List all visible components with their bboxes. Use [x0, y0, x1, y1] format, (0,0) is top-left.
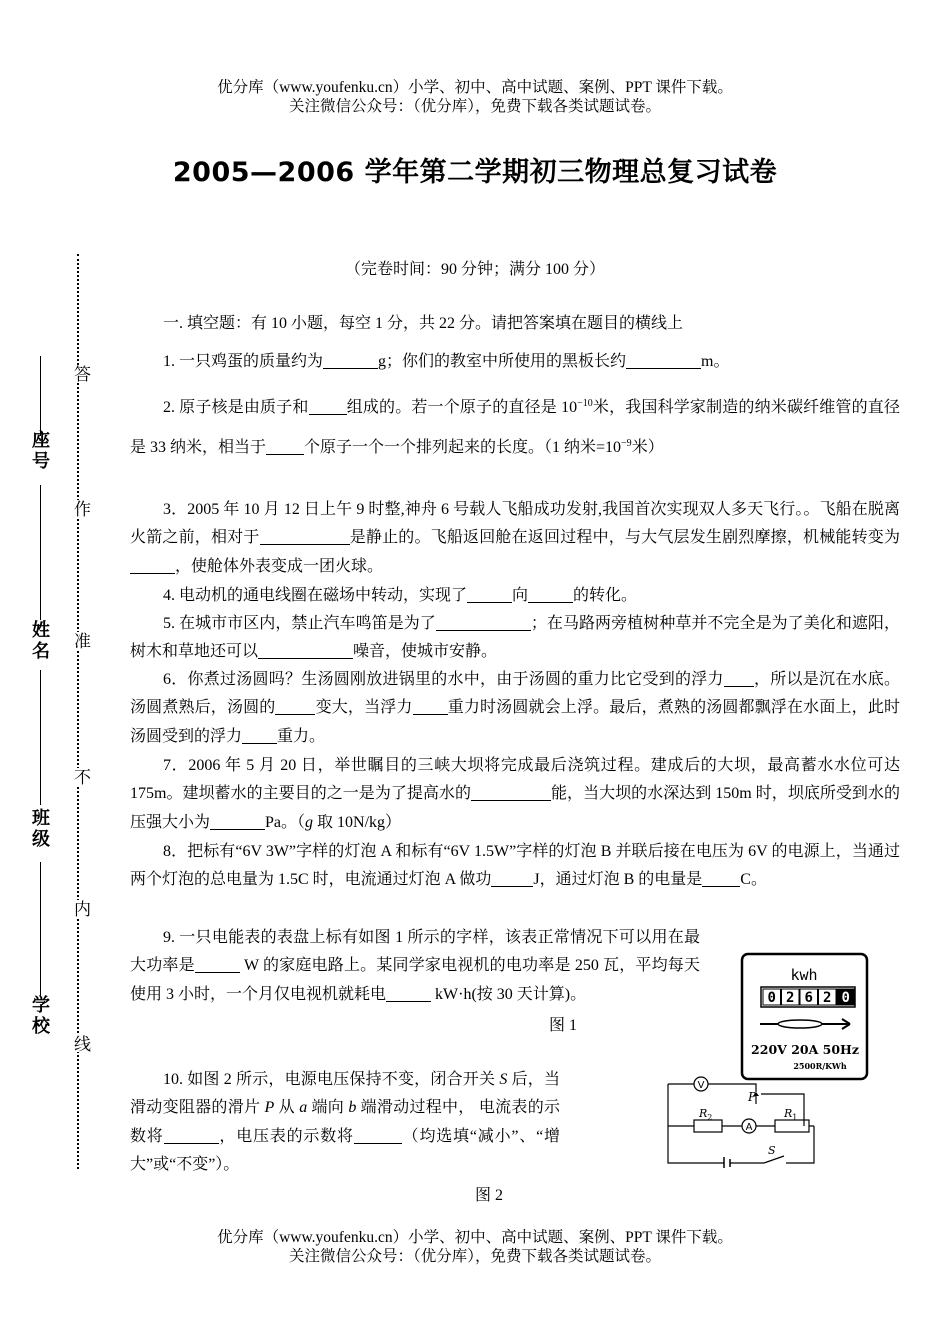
q8-text-c: C。	[740, 871, 767, 889]
switch-lever	[764, 1156, 784, 1163]
q10-text-e: 端滑动过程中， 电流表的示数将	[130, 1099, 560, 1145]
q2-blank-1[interactable]	[309, 396, 347, 415]
circuit-outer-wire	[668, 1084, 814, 1163]
question-8	[130, 838, 900, 895]
class-label: 班级	[29, 808, 50, 850]
school-fill-line	[40, 862, 41, 997]
margin-mark-4: 不	[68, 768, 93, 785]
q10-end-b: b	[348, 1099, 357, 1117]
question-4	[130, 582, 900, 610]
q6-text-a: 6．你煮过汤圆吗？生汤圆刚放进锅里的水中，由于汤圆的重力比它受到的浮力	[163, 671, 724, 688]
q2-blank-2[interactable]	[266, 436, 304, 455]
meter-digit: 2	[823, 990, 832, 1006]
q4-blank-1[interactable]	[467, 584, 512, 603]
q1-blank-1[interactable]	[323, 350, 378, 369]
q9-blank-2[interactable]	[386, 983, 431, 1002]
margin-mark-6: 线	[68, 1035, 93, 1052]
q4-text-c: 的转化。	[573, 587, 638, 604]
q5-text-a: 5. 在城市市区内，禁止汽车鸣笛是为了	[163, 615, 436, 632]
q10-blank-1[interactable]	[164, 1125, 219, 1144]
q1-blank-2[interactable]	[626, 350, 701, 369]
q4-text-a: 4. 电动机的通电线圈在磁场中转动，实现了	[163, 587, 468, 604]
meter-digit: 6	[804, 990, 813, 1006]
ammeter-label: A	[745, 1122, 753, 1133]
class-fill-line	[40, 670, 41, 805]
q7-text-d: 取 10N/kg）	[313, 813, 402, 831]
q6-text-e: 重力。	[277, 727, 326, 745]
q10-slider-symbol: P	[264, 1099, 275, 1117]
q10-blank-2[interactable]	[354, 1125, 402, 1144]
name-label: 姓名	[29, 620, 50, 662]
q2-exponent-1: −10	[577, 398, 593, 409]
q4-text-b: 向	[512, 587, 529, 604]
voltmeter-label: V	[697, 1080, 705, 1091]
q2-text-d: 个原子一个一个排列起来的长度。（1 纳米=10	[304, 439, 622, 456]
q6-blank-4[interactable]	[242, 725, 277, 744]
question-7	[130, 752, 900, 837]
q1-text-a: 1. 一只鸡蛋的质量约为	[163, 353, 324, 370]
figure-1-caption: 图 1	[549, 1017, 578, 1034]
q2-text-b: 组成的。若一个原子的直径是 10	[346, 399, 578, 416]
q2-text-a: 2. 原子核是由质子和	[163, 399, 309, 416]
margin-mark-2: 作	[68, 500, 93, 517]
circuit-slider-wire	[761, 1094, 804, 1126]
footer-line-1: 优分库（www.youfenku.cn）小学、初中、高中试题、案例、PPT 课件下载。	[217, 1229, 733, 1246]
q5-blank-1[interactable]	[436, 612, 531, 631]
q5-blank-2[interactable]	[258, 640, 353, 659]
q10-text-c: 从	[274, 1099, 300, 1117]
q5-text-b: ；在马路两旁植树种草并不完全是为了美化和遮阳，树木和草地还可以	[130, 615, 900, 661]
exam-info: （完卷时间：90 分钟；满分 100 分）	[344, 261, 605, 278]
q2-text-e: 米）	[631, 439, 664, 456]
q1-text-c: m。	[701, 353, 730, 370]
q6-text-c: 变大，当浮力	[315, 699, 413, 717]
meter-unit: kwh	[790, 966, 818, 984]
q10-text-a: 10. 如图 2 所示，电源电压保持不变，闭合开关	[163, 1071, 500, 1088]
electricity-meter-figure	[740, 952, 870, 1082]
q3-text-b: 是静止的。飞船返回舱在返回过程中，与大气层发生剧烈摩擦，机械能转变为	[349, 529, 900, 547]
q10-text-b: 后，当滑动变阻器的滑片	[130, 1071, 560, 1117]
binding-dotted-line	[77, 254, 79, 1169]
seat-fill-line	[40, 356, 41, 436]
circuit-voltmeter-wire	[668, 1084, 756, 1092]
margin-mark-1: 答	[68, 365, 93, 382]
margin-mark-3: 准	[68, 632, 93, 649]
q7-text-b: 能，当大坝的水深达到 150m 时，坝底所受到水的压强大小为	[130, 785, 900, 831]
page-title: 2005—2006 学年第二学期初三物理总复习试卷	[172, 157, 778, 188]
circuit-figure	[664, 1068, 826, 1168]
meter-digits	[763, 989, 855, 1006]
q7-text-a: 7．2006 年 5 月 20 日，举世瞩目的三峡大坝将完成最后浇筑过程。建成后的大坝，最高蓄水水位可达 175m。建坝蓄水的主要目的之一是为了提高水的	[130, 757, 900, 803]
q6-text-d: 重力时汤圆就会上浮。最后，煮熟的汤圆都飘浮在水面上，此时汤圆受到的浮力	[130, 699, 900, 745]
question-6	[130, 666, 900, 751]
meter-digit: 2	[786, 990, 795, 1006]
q3-text-a: 3．2005 年 10 月 12 日上午 9 时整,神舟 6 号载人飞船成功发射,我国首次实现双人多天飞行。。飞船在脱离火箭之前，相对于	[130, 501, 900, 547]
header-line-2: 关注微信公众号：（优分库），免费下载各类试题试卷。	[288, 98, 661, 115]
question-5	[130, 610, 900, 667]
question-10	[130, 1066, 560, 1180]
q8-text-b: J，通过灯泡 B 的电量是	[533, 871, 703, 889]
question-9	[130, 924, 700, 1009]
meter-rotor-disc	[778, 1020, 822, 1028]
q7-g-symbol: g	[305, 813, 314, 831]
question-1	[130, 348, 900, 376]
q10-text-f: ，电压表的示数将	[218, 1127, 354, 1145]
q1-text-b: g；你们的教室中所使用的黑板长约	[378, 353, 627, 370]
q6-blank-3[interactable]	[413, 696, 448, 715]
meter-digit: 0	[841, 990, 850, 1006]
section-heading: 一. 填空题：有 10 小题，每空 1 分，共 22 分。请把答案填在题目的横线上	[163, 315, 684, 332]
q3-blank-2[interactable]	[130, 555, 175, 574]
q10-text-h: （均选填“减小”、“增大”或“不变”）。	[130, 1127, 560, 1174]
seat-label: 座号	[29, 430, 50, 472]
figure-2-caption: 图 2	[475, 1187, 504, 1204]
q8-blank-1[interactable]	[491, 868, 533, 887]
q10-text-d: 端向	[307, 1099, 349, 1117]
margin-mark-5: 内	[68, 900, 93, 917]
battery-symbol	[724, 1157, 730, 1168]
q6-text-b: ，所以是沉在水底。汤圆煮熟后，汤圆的	[130, 671, 900, 717]
q10-switch-symbol: S	[499, 1071, 508, 1088]
q2-text-c: 米，我国科学家制造的纳米碳纤维管的直径是 33 纳米，相当于	[130, 399, 900, 456]
question-area	[130, 310, 900, 338]
name-fill-line	[40, 485, 41, 620]
q9-text-c: kW·h(按 30 天计算)。	[431, 985, 587, 1003]
meter-rating: 220V 20A 50Hz	[751, 1042, 859, 1057]
q8-text-a: 8．把标有“6V 3W”字样的灯泡 A 和标有“6V 1.5W”字样的灯泡 B 并联后接在电压为 6V 的电源上，当通过两个灯泡的总电量为 1.5C 时，电流通过灯泡 A 做功	[130, 843, 900, 889]
meter-revolutions: 2500R/KWh	[793, 1061, 847, 1071]
switch-label: S	[768, 1144, 776, 1157]
q8-blank-2[interactable]	[702, 868, 740, 887]
r1-label: $R_1$	[784, 1107, 798, 1122]
footer-line-2: 关注微信公众号：（优分库），免费下载各类试题试卷。	[288, 1248, 661, 1265]
q6-blank-2[interactable]	[275, 696, 315, 715]
q3-text-c: ，使舱体外表变成一团火球。	[175, 557, 384, 575]
q9-text-a: 9. 一只电能表的表盘上标有如图 1 所示的字样，该表正常情况下可以用在最大功率是	[130, 929, 700, 975]
q9-text-b: W 的家庭电路上。某同学家电视机的电功率是 250 瓦，平均每天使用 3 小时，一个月仅电视机就耗电	[130, 957, 700, 1003]
q5-text-c: 噪音，使城市安静。	[353, 643, 498, 661]
meter-digit: 0	[767, 990, 776, 1006]
school-label: 学校	[29, 995, 50, 1037]
r2-label: $R_2$	[699, 1107, 713, 1122]
q3-blank-1[interactable]	[260, 526, 350, 545]
q7-blank-2[interactable]	[210, 811, 265, 830]
q9-blank-1[interactable]	[195, 954, 240, 973]
q7-blank-1[interactable]	[471, 782, 551, 801]
q10-end-a: a	[299, 1099, 308, 1117]
header-line-1: 优分库（www.youfenku.cn）小学、初中、高中试题、案例、PPT 课件下载。	[217, 79, 733, 96]
q6-blank-1[interactable]	[724, 668, 754, 687]
slider-label: P	[748, 1090, 757, 1104]
q2-exponent-2: −9	[621, 438, 632, 449]
question-3	[130, 496, 900, 581]
q7-text-c: Pa。（	[265, 813, 306, 831]
q4-blank-2[interactable]	[528, 584, 573, 603]
question-2	[130, 388, 900, 468]
